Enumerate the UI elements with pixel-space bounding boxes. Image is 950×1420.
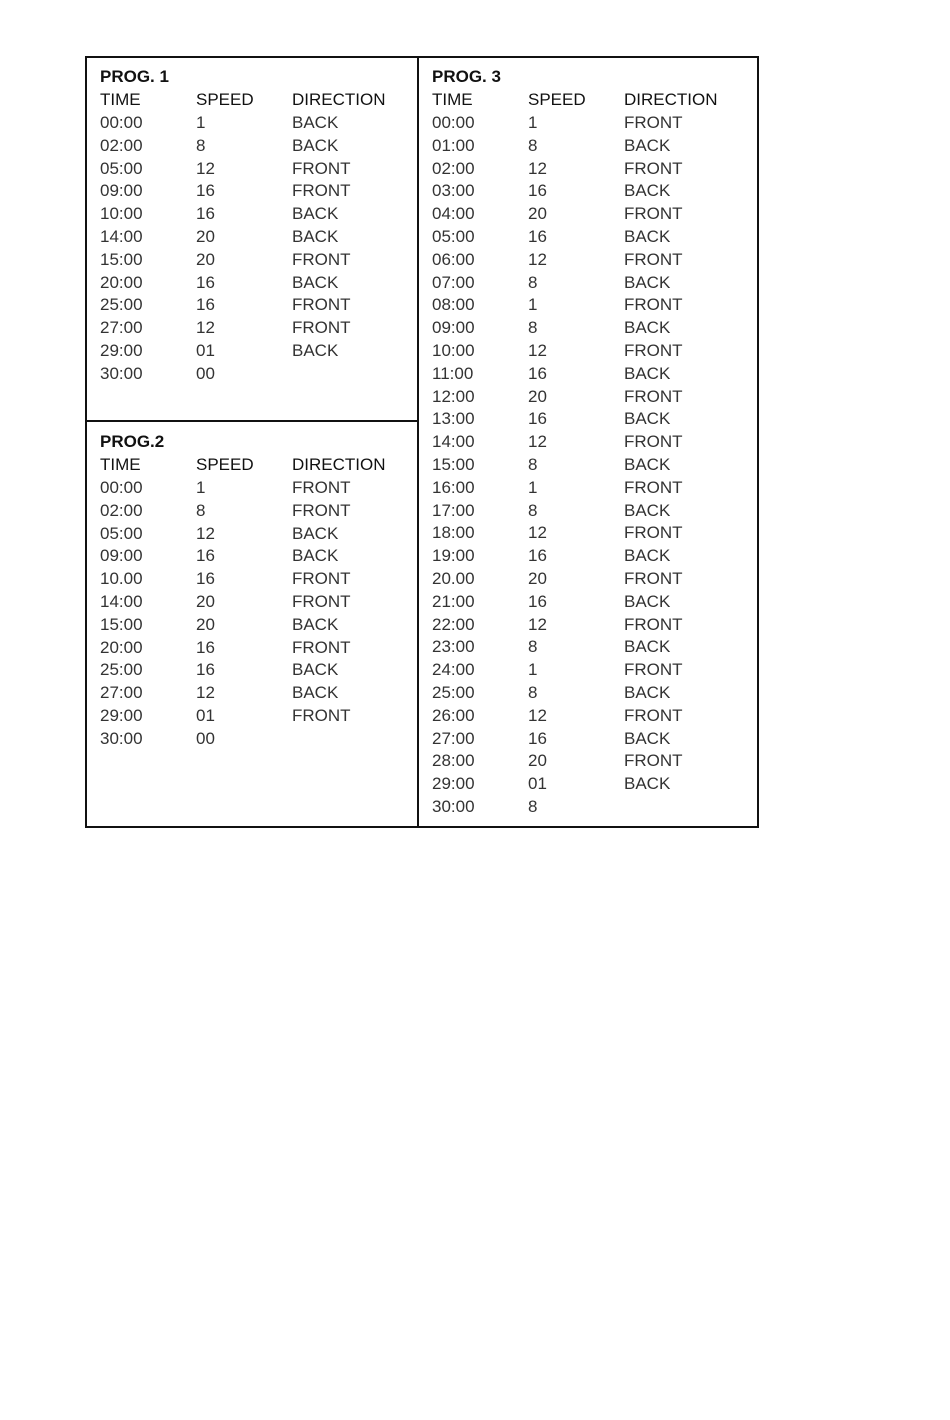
speed-cell: 16 bbox=[528, 409, 547, 429]
table-row bbox=[100, 545, 420, 568]
time-cell: 26:00 bbox=[432, 705, 475, 725]
direction-cell: BACK bbox=[624, 409, 671, 429]
table-row bbox=[100, 591, 420, 614]
table-row bbox=[432, 454, 752, 477]
time-header: TIME bbox=[432, 90, 473, 109]
speed-cell: 16 bbox=[196, 546, 215, 566]
table-row bbox=[432, 340, 752, 363]
prog2-rows bbox=[100, 477, 420, 751]
table-row bbox=[100, 705, 420, 728]
speed-cell: 01 bbox=[196, 340, 215, 360]
table-row bbox=[432, 682, 752, 705]
direction-cell: FRONT bbox=[292, 705, 351, 725]
table-row bbox=[432, 522, 752, 545]
table-row bbox=[100, 500, 420, 523]
speed-cell: 1 bbox=[528, 295, 538, 315]
table-row bbox=[432, 614, 752, 637]
speed-cell: 16 bbox=[196, 660, 215, 680]
time-cell: 29:00 bbox=[100, 705, 143, 725]
time-cell: 05:00 bbox=[100, 523, 143, 543]
prog3-header-row bbox=[432, 89, 752, 111]
table-row bbox=[100, 226, 420, 249]
speed-cell: 1 bbox=[528, 660, 538, 680]
prog2-title: PROG.2 bbox=[100, 432, 165, 451]
speed-cell: 12 bbox=[196, 523, 215, 543]
direction-cell: BACK bbox=[292, 272, 339, 292]
speed-cell: 16 bbox=[196, 181, 215, 201]
direction-cell: BACK bbox=[624, 181, 671, 201]
time-cell: 25:00 bbox=[100, 295, 143, 315]
time-cell: 28:00 bbox=[432, 751, 475, 771]
time-cell: 30:00 bbox=[432, 796, 475, 816]
time-cell: 02:00 bbox=[100, 500, 143, 520]
speed-header: SPEED bbox=[196, 90, 254, 109]
speed-cell: 1 bbox=[196, 113, 206, 132]
direction-cell: FRONT bbox=[292, 318, 351, 338]
table-row bbox=[432, 294, 752, 317]
time-cell: 23:00 bbox=[432, 637, 475, 657]
time-cell: 10.00 bbox=[100, 569, 143, 589]
direction-cell: BACK bbox=[292, 113, 339, 132]
time-cell: 13:00 bbox=[432, 409, 475, 429]
direction-cell: FRONT bbox=[624, 295, 683, 315]
direction-cell: BACK bbox=[624, 135, 671, 155]
speed-cell: 20 bbox=[196, 614, 215, 634]
time-cell: 09:00 bbox=[100, 546, 143, 566]
time-cell: 27:00 bbox=[100, 318, 143, 338]
speed-cell: 12 bbox=[528, 158, 547, 178]
direction-cell: FRONT bbox=[624, 113, 683, 132]
speed-cell: 8 bbox=[528, 500, 538, 520]
table-row bbox=[432, 728, 752, 751]
time-cell: 09:00 bbox=[432, 318, 475, 338]
direction-cell: BACK bbox=[624, 272, 671, 292]
speed-cell: 20 bbox=[528, 751, 547, 771]
direction-cell: BACK bbox=[624, 363, 671, 383]
speed-cell: 8 bbox=[528, 318, 538, 338]
time-cell: 20:00 bbox=[100, 637, 143, 657]
prog1-title: PROG. 1 bbox=[100, 67, 169, 86]
table-row bbox=[432, 545, 752, 568]
speed-cell: 12 bbox=[528, 523, 547, 543]
prog1-rows bbox=[100, 112, 420, 386]
table-row bbox=[432, 386, 752, 409]
direction-cell: FRONT bbox=[624, 340, 683, 360]
direction-cell: BACK bbox=[624, 728, 671, 748]
table-row bbox=[432, 591, 752, 614]
direction-header: DIRECTION bbox=[292, 90, 386, 109]
table-row bbox=[100, 158, 420, 181]
direction-cell: BACK bbox=[624, 546, 671, 566]
direction-cell: BACK bbox=[292, 226, 339, 246]
direction-cell: FRONT bbox=[292, 591, 351, 611]
table-row bbox=[432, 636, 752, 659]
speed-cell: 16 bbox=[196, 637, 215, 657]
direction-cell: BACK bbox=[292, 340, 339, 360]
time-cell: 04:00 bbox=[432, 204, 475, 224]
direction-cell: BACK bbox=[624, 637, 671, 657]
direction-cell: FRONT bbox=[624, 705, 683, 725]
direction-cell: FRONT bbox=[624, 660, 683, 680]
table-row bbox=[432, 408, 752, 431]
direction-cell: BACK bbox=[292, 546, 339, 566]
speed-cell: 16 bbox=[528, 591, 547, 611]
time-cell: 15:00 bbox=[100, 614, 143, 634]
speed-cell: 12 bbox=[528, 705, 547, 725]
time-cell: 00:00 bbox=[100, 478, 143, 497]
time-cell: 24:00 bbox=[432, 660, 475, 680]
speed-cell: 16 bbox=[196, 569, 215, 589]
time-cell: 18:00 bbox=[432, 523, 475, 543]
direction-cell: BACK bbox=[292, 204, 339, 224]
direction-header: DIRECTION bbox=[292, 455, 386, 474]
table-row bbox=[432, 773, 752, 796]
table-row bbox=[100, 112, 420, 135]
time-cell: 15:00 bbox=[100, 249, 143, 269]
table-row bbox=[100, 203, 420, 226]
table-row bbox=[432, 750, 752, 773]
speed-cell: 00 bbox=[196, 728, 215, 748]
table-row bbox=[100, 523, 420, 546]
speed-cell: 20 bbox=[528, 204, 547, 224]
table-row bbox=[432, 226, 752, 249]
time-cell: 22:00 bbox=[432, 614, 475, 634]
speed-cell: 8 bbox=[528, 682, 538, 702]
direction-cell: BACK bbox=[624, 682, 671, 702]
table-row bbox=[100, 135, 420, 158]
table-row bbox=[432, 112, 752, 135]
direction-cell: FRONT bbox=[624, 614, 683, 634]
time-cell: 10:00 bbox=[100, 204, 143, 224]
table-row bbox=[100, 294, 420, 317]
direction-cell: FRONT bbox=[292, 158, 351, 178]
speed-cell: 20 bbox=[196, 249, 215, 269]
direction-cell: BACK bbox=[292, 660, 339, 680]
table-row bbox=[100, 340, 420, 363]
time-cell: 21:00 bbox=[432, 591, 475, 611]
table-row bbox=[100, 477, 420, 500]
direction-cell: FRONT bbox=[624, 477, 683, 497]
table-row bbox=[100, 363, 420, 386]
direction-header: DIRECTION bbox=[624, 90, 718, 109]
speed-cell: 16 bbox=[528, 181, 547, 201]
table-row bbox=[100, 317, 420, 340]
speed-cell: 16 bbox=[196, 272, 215, 292]
section-divider bbox=[85, 420, 419, 422]
speed-cell: 12 bbox=[528, 614, 547, 634]
table-row bbox=[100, 659, 420, 682]
speed-cell: 12 bbox=[196, 683, 215, 703]
speed-cell: 16 bbox=[528, 546, 547, 566]
time-cell: 14:00 bbox=[100, 591, 143, 611]
time-cell: 20.00 bbox=[432, 568, 475, 588]
direction-cell: FRONT bbox=[624, 751, 683, 771]
table-row bbox=[432, 135, 752, 158]
speed-cell: 8 bbox=[196, 500, 206, 520]
table-row bbox=[432, 272, 752, 295]
speed-cell: 12 bbox=[528, 432, 547, 452]
time-cell: 29:00 bbox=[432, 774, 475, 794]
time-cell: 07:00 bbox=[432, 272, 475, 292]
table-row bbox=[432, 477, 752, 500]
speed-cell: 8 bbox=[528, 135, 538, 155]
direction-cell: BACK bbox=[624, 454, 671, 474]
table-row bbox=[432, 568, 752, 591]
time-cell: 16:00 bbox=[432, 477, 475, 497]
prog3-rows bbox=[432, 112, 752, 819]
speed-cell: 20 bbox=[196, 226, 215, 246]
time-cell: 03:00 bbox=[432, 181, 475, 201]
time-cell: 12:00 bbox=[432, 386, 475, 406]
table-row bbox=[432, 180, 752, 203]
table-row bbox=[432, 249, 752, 272]
speed-header: SPEED bbox=[528, 90, 586, 109]
direction-cell: BACK bbox=[292, 135, 339, 155]
speed-cell: 8 bbox=[528, 796, 538, 816]
time-cell: 14:00 bbox=[100, 226, 143, 246]
speed-cell: 12 bbox=[196, 158, 215, 178]
table-row bbox=[432, 796, 752, 819]
direction-cell: BACK bbox=[624, 774, 671, 794]
time-cell: 02:00 bbox=[432, 158, 475, 178]
time-cell: 29:00 bbox=[100, 340, 143, 360]
speed-cell: 16 bbox=[528, 363, 547, 383]
direction-cell: FRONT bbox=[292, 478, 351, 497]
table-row bbox=[100, 728, 420, 751]
table-row bbox=[432, 317, 752, 340]
prog2-header-row bbox=[100, 454, 420, 476]
direction-cell: FRONT bbox=[624, 204, 683, 224]
direction-cell: FRONT bbox=[624, 568, 683, 588]
time-cell: 10:00 bbox=[432, 340, 475, 360]
time-cell: 05:00 bbox=[100, 158, 143, 178]
direction-cell: FRONT bbox=[292, 249, 351, 269]
speed-cell: 16 bbox=[528, 728, 547, 748]
direction-cell: FRONT bbox=[624, 432, 683, 452]
table-row bbox=[432, 659, 752, 682]
time-cell: 30:00 bbox=[100, 363, 143, 383]
table-row bbox=[432, 363, 752, 386]
table-row bbox=[432, 705, 752, 728]
direction-cell: BACK bbox=[292, 683, 339, 703]
speed-cell: 12 bbox=[196, 318, 215, 338]
speed-cell: 20 bbox=[528, 568, 547, 588]
direction-cell: FRONT bbox=[624, 249, 683, 269]
time-cell: 00:00 bbox=[100, 113, 143, 132]
time-cell: 17:00 bbox=[432, 500, 475, 520]
time-cell: 25:00 bbox=[432, 682, 475, 702]
speed-cell: 00 bbox=[196, 363, 215, 383]
direction-cell: BACK bbox=[624, 500, 671, 520]
speed-header: SPEED bbox=[196, 455, 254, 474]
table-row bbox=[432, 158, 752, 181]
speed-cell: 8 bbox=[528, 272, 538, 292]
direction-cell: FRONT bbox=[292, 500, 351, 520]
time-cell: 15:00 bbox=[432, 454, 475, 474]
speed-cell: 12 bbox=[528, 249, 547, 269]
direction-cell: BACK bbox=[624, 591, 671, 611]
direction-cell: BACK bbox=[292, 614, 339, 634]
speed-cell: 01 bbox=[196, 705, 215, 725]
table-row bbox=[100, 180, 420, 203]
direction-cell: FRONT bbox=[292, 181, 351, 201]
speed-cell: 8 bbox=[528, 637, 538, 657]
time-cell: 11:00 bbox=[432, 363, 474, 383]
speed-cell: 16 bbox=[196, 204, 215, 224]
speed-cell: 1 bbox=[528, 113, 538, 132]
time-cell: 25:00 bbox=[100, 660, 143, 680]
direction-cell: BACK bbox=[292, 523, 339, 543]
table-row bbox=[100, 637, 420, 660]
table-row bbox=[432, 500, 752, 523]
direction-cell: FRONT bbox=[292, 295, 351, 315]
direction-cell: FRONT bbox=[624, 523, 683, 543]
speed-cell: 1 bbox=[528, 477, 538, 497]
direction-cell: BACK bbox=[624, 226, 671, 246]
time-cell: 09:00 bbox=[100, 181, 143, 201]
speed-cell: 20 bbox=[528, 386, 547, 406]
time-cell: 02:00 bbox=[100, 135, 143, 155]
time-cell: 27:00 bbox=[432, 728, 475, 748]
speed-cell: 8 bbox=[528, 454, 538, 474]
time-cell: 19:00 bbox=[432, 546, 475, 566]
time-cell: 05:00 bbox=[432, 226, 475, 246]
table-row bbox=[100, 614, 420, 637]
time-cell: 00:00 bbox=[432, 113, 475, 132]
table-row bbox=[100, 682, 420, 705]
table-row bbox=[432, 431, 752, 454]
table-row bbox=[100, 272, 420, 295]
direction-cell: FRONT bbox=[292, 569, 351, 589]
speed-cell: 16 bbox=[196, 295, 215, 315]
time-cell: 06:00 bbox=[432, 249, 475, 269]
table-row bbox=[100, 249, 420, 272]
direction-cell: BACK bbox=[624, 318, 671, 338]
time-cell: 01:00 bbox=[432, 135, 475, 155]
speed-cell: 12 bbox=[528, 340, 547, 360]
time-cell: 20:00 bbox=[100, 272, 143, 292]
table-row bbox=[432, 203, 752, 226]
direction-cell: FRONT bbox=[624, 158, 683, 178]
time-cell: 08:00 bbox=[432, 295, 475, 315]
time-cell: 27:00 bbox=[100, 683, 143, 703]
speed-cell: 01 bbox=[528, 774, 547, 794]
speed-cell: 1 bbox=[196, 478, 206, 497]
speed-cell: 16 bbox=[528, 226, 547, 246]
time-header: TIME bbox=[100, 455, 141, 474]
time-cell: 30:00 bbox=[100, 728, 143, 748]
table-row bbox=[100, 568, 420, 591]
prog1-header-row bbox=[100, 89, 420, 111]
direction-cell: FRONT bbox=[292, 637, 351, 657]
speed-cell: 8 bbox=[196, 135, 206, 155]
direction-cell: FRONT bbox=[624, 386, 683, 406]
prog3-title: PROG. 3 bbox=[432, 67, 501, 86]
time-cell: 14:00 bbox=[432, 432, 475, 452]
time-header: TIME bbox=[100, 90, 141, 109]
speed-cell: 20 bbox=[196, 591, 215, 611]
